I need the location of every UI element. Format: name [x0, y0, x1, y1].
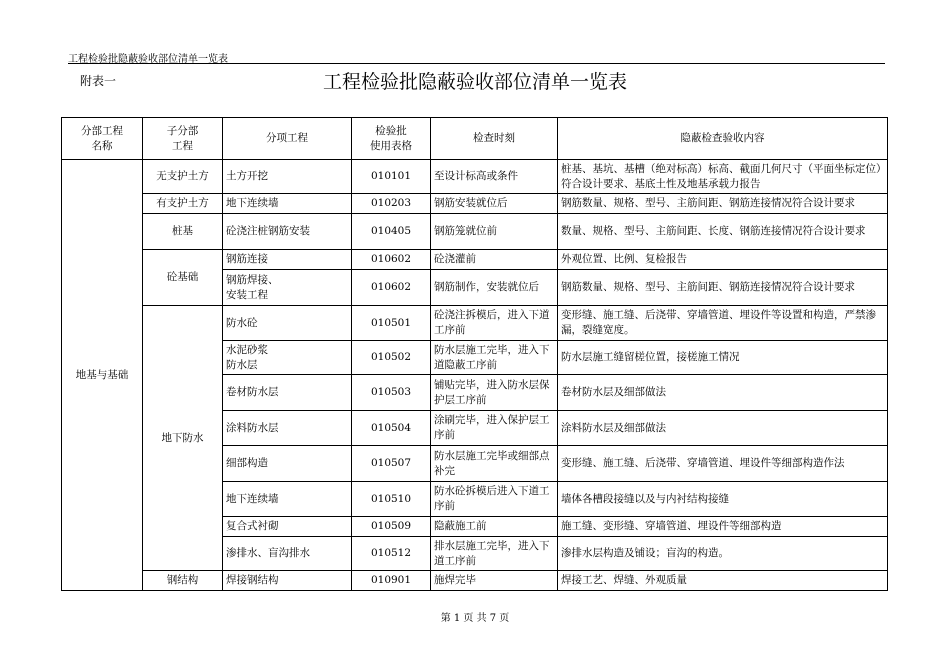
cell-subdivision: 地下防水 — [143, 306, 223, 571]
inspection-table — [61, 117, 888, 591]
cell-content: 防水层施工缝留槎位置，接槎施工情况 — [558, 341, 888, 375]
cell-item: 土方开挖 — [223, 160, 352, 194]
cell-timing: 钢筋安装就位后 — [431, 194, 558, 214]
cell-content: 桩基、基坑、基槽（绝对标高）标高、截面几何尺寸（平面坐标定位）符合设计要求、基底土性及地基承载力报告 — [558, 160, 888, 194]
cell-content: 钢筋数量、规格、型号、主筋间距、钢筋连接情况符合设计要求 — [558, 270, 888, 306]
table-row — [62, 571, 888, 591]
cell-timing: 防水层施工完毕或细部点补完 — [431, 446, 558, 482]
cell-code: 010405 — [352, 214, 431, 250]
cell-code: 010509 — [352, 517, 431, 537]
cell-timing: 钢筋制作，安装就位后 — [431, 270, 558, 306]
cell-subdivision: 钢结构 — [143, 571, 223, 591]
table-row — [62, 160, 888, 194]
cell-content: 焊接工艺、焊缝、外观质量 — [558, 571, 888, 591]
cell-content: 涂料防水层及细部做法 — [558, 411, 888, 446]
table-header-row — [62, 118, 888, 160]
cell-timing: 涂刷完毕，进入保护层工序前 — [431, 411, 558, 446]
cell-code: 010502 — [352, 341, 431, 375]
cell-code: 010512 — [352, 537, 431, 571]
cell-item: 焊接钢结构 — [223, 571, 352, 591]
cell-code: 010501 — [352, 306, 431, 341]
header-content: 隐蔽检查验收内容 — [558, 118, 888, 160]
cell-subdivision: 有支护土方 — [143, 194, 223, 214]
cell-item: 复合式衬砌 — [223, 517, 352, 537]
cell-item: 涂料防水层 — [223, 411, 352, 446]
cell-timing: 隐蔽施工前 — [431, 517, 558, 537]
table-row — [62, 194, 888, 214]
cell-item: 地下连续墙 — [223, 194, 352, 214]
cell-code: 010901 — [352, 571, 431, 591]
cell-subdivision: 桩基 — [143, 214, 223, 250]
cell-content: 施工缝、变形缝、穿墙管道、埋设件等细部构造 — [558, 517, 888, 537]
cell-content: 卷材防水层及细部做法 — [558, 375, 888, 411]
cell-content: 变形缝、施工缝、后浇带、穿墙管道、埋设件等设置和构造，严禁渗漏，裂缝宽度。 — [558, 306, 888, 341]
cell-item: 砼浇注桩钢筋安装 — [223, 214, 352, 250]
running-header: 工程检验批隐蔽验收部位清单一览表 — [68, 54, 228, 65]
table-row — [62, 250, 888, 270]
cell-code: 010507 — [352, 446, 431, 482]
cell-timing: 排水层施工完毕，进入下道工序前 — [431, 537, 558, 571]
header-item: 分项工程 — [223, 118, 352, 160]
cell-timing: 砼浇注拆模后，进入下道工序前 — [431, 306, 558, 341]
header-division: 分部工程 名称 — [62, 118, 143, 160]
cell-item: 渗排水、盲沟排水 — [223, 537, 352, 571]
cell-code: 010203 — [352, 194, 431, 214]
page-footer: 第 1 页 共 7 页 — [440, 613, 510, 624]
cell-code: 010101 — [352, 160, 431, 194]
cell-division: 地基与基础 — [62, 160, 143, 591]
cell-code: 010510 — [352, 482, 431, 517]
cell-timing: 砼浇灌前 — [431, 250, 558, 270]
header-form: 检验批 使用表格 — [352, 118, 431, 160]
page-title: 工程检验批隐蔽验收部位清单一览表 — [322, 71, 627, 93]
cell-code: 010602 — [352, 250, 431, 270]
cell-content: 渗排水层构造及铺设；盲沟的构造。 — [558, 537, 888, 571]
cell-item: 地下连续墙 — [223, 482, 352, 517]
cell-timing: 防水砼拆模后进入下道工序前 — [431, 482, 558, 517]
cell-content: 墙体各槽段接缝以及与内衬结构接缝 — [558, 482, 888, 517]
cell-content: 外观位置、比例、复检报告 — [558, 250, 888, 270]
cell-item: 细部构造 — [223, 446, 352, 482]
cell-item: 钢筋连接 — [223, 250, 352, 270]
cell-code: 010504 — [352, 411, 431, 446]
cell-code: 010503 — [352, 375, 431, 411]
cell-subdivision: 砼基础 — [143, 250, 223, 306]
cell-item: 水泥砂浆 防水层 — [223, 341, 352, 375]
cell-content: 变形缝、施工缝、后浇带、穿墙管道、埋设件等细部构造作法 — [558, 446, 888, 482]
appendix-label: 附表一 — [80, 74, 117, 88]
cell-timing: 钢筋笼就位前 — [431, 214, 558, 250]
cell-code: 010602 — [352, 270, 431, 306]
cell-item: 钢筋焊接、 安装工程 — [223, 270, 352, 306]
cell-item: 防水砼 — [223, 306, 352, 341]
cell-content: 钢筋数量、规格、型号、主筋间距、钢筋连接情况符合设计要求 — [558, 194, 888, 214]
header-timing: 检查时刻 — [431, 118, 558, 160]
cell-timing: 防水层施工完毕，进入下道隐蔽工序前 — [431, 341, 558, 375]
cell-subdivision: 无支护土方 — [143, 160, 223, 194]
table-row — [62, 306, 888, 341]
header-rule — [68, 63, 885, 64]
header-subdivision: 子分部 工程 — [143, 118, 223, 160]
cell-content: 数量、规格、型号、主筋间距、长度、钢筋连接情况符合设计要求 — [558, 214, 888, 250]
cell-item: 卷材防水层 — [223, 375, 352, 411]
table-row — [62, 214, 888, 250]
cell-timing: 铺贴完毕，进入防水层保护层工序前 — [431, 375, 558, 411]
cell-timing: 施焊完毕 — [431, 571, 558, 591]
cell-timing: 至设计标高或条件 — [431, 160, 558, 194]
